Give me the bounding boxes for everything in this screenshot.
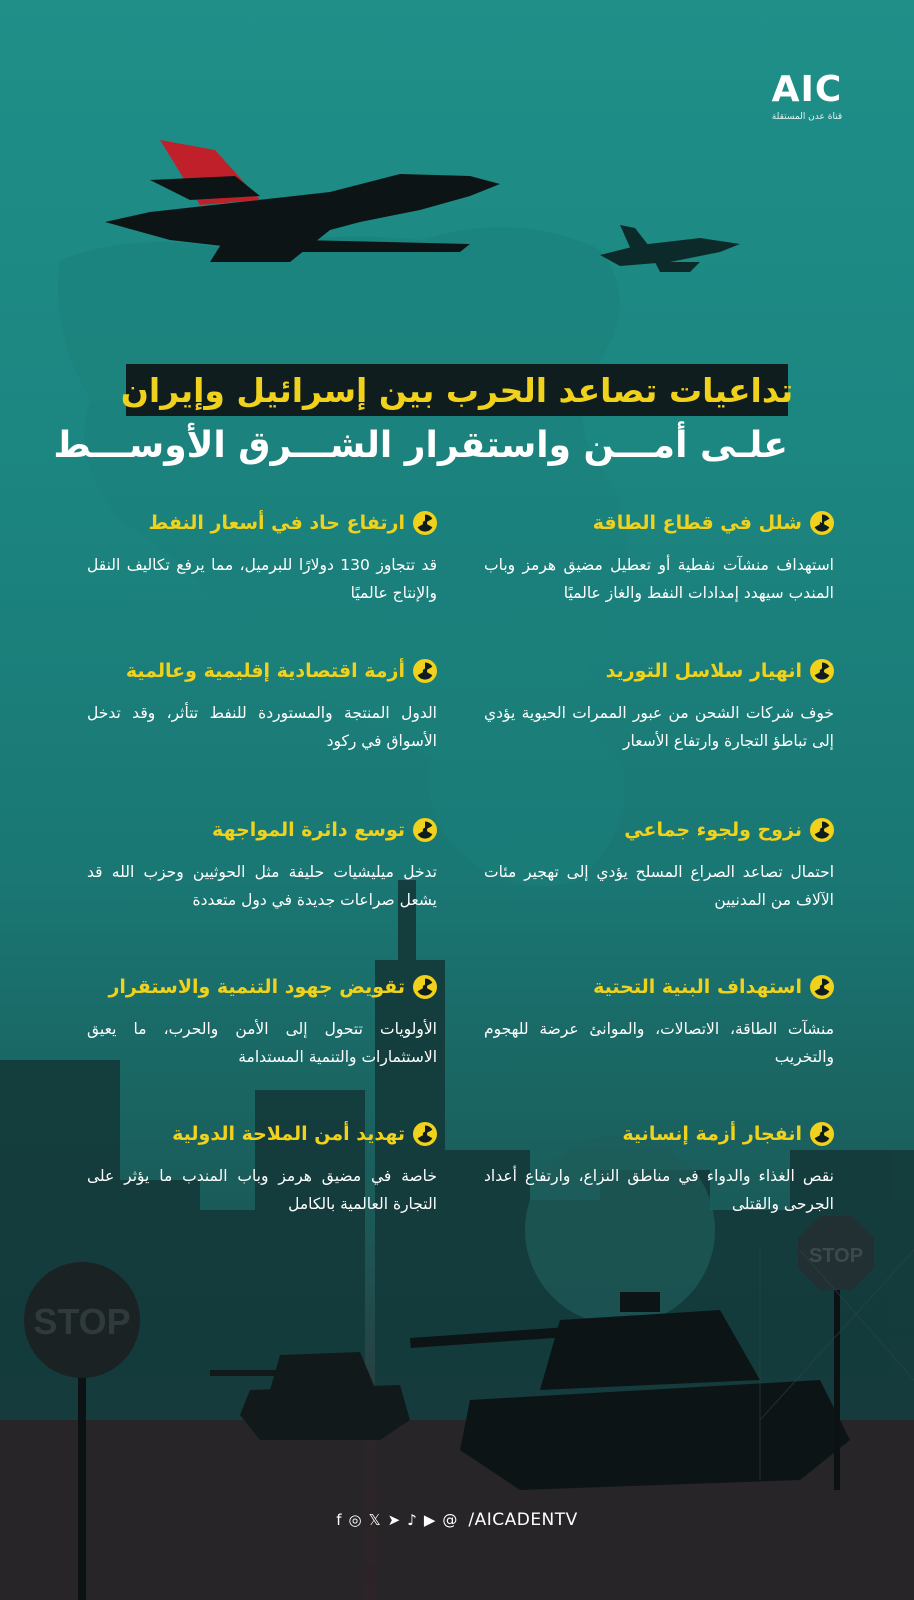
instagram-icon[interactable]: ◎ (348, 1511, 362, 1529)
card-title: تهديد أمن الملاحة الدولية (172, 1123, 405, 1145)
facebook-icon[interactable]: f (336, 1511, 342, 1529)
radiation-icon (413, 818, 437, 842)
radiation-icon (413, 511, 437, 535)
card-body: خوف شركات الشحن من عبور الممرات الحيوية يؤدي إلى تباطؤ التجارة وارتفاع الأسعار (484, 704, 834, 750)
card-title: استهداف البنية التحتية (593, 976, 802, 998)
telegram-icon[interactable]: ➤ (387, 1511, 401, 1529)
card-infrastructure (484, 971, 834, 1071)
card-body: احتمال تصاعد الصراع المسلح يؤدي إلى تهجير مئات الآلاف من المدنيين (484, 863, 834, 909)
card-body: نقص الغذاء والدواء في مناطق النزاع، وارتفاع أعداد الجرحى والقتلى (484, 1167, 834, 1213)
card-body: منشآت الطاقة، الاتصالات، والموانئ عرضة للهجوم والتخريب (484, 1020, 834, 1066)
radiation-icon (413, 1122, 437, 1146)
x-icon[interactable]: 𝕏 (368, 1511, 381, 1529)
card-development (87, 971, 437, 1071)
card-body: قد تتجاوز 130 دولارًا للبرميل، مما يرفع تكاليف النقل والإنتاج عالميًا (87, 556, 437, 602)
card-supply-chains (484, 655, 834, 755)
social-footer (0, 1510, 914, 1530)
card-displacement (484, 814, 834, 914)
card-humanitarian (484, 1118, 834, 1218)
page-title: تداعيات تصاعد الحرب بين إسرائيل وإيران (120, 370, 794, 410)
card-title: توسع دائرة المواجهة (212, 819, 405, 841)
radiation-icon (810, 1122, 834, 1146)
card-title: شلل في قطاع الطاقة (592, 512, 802, 534)
card-body: الأولويات تتحول إلى الأمن والحرب، ما يعيق الاستثمارات والتنمية المستدامة (87, 1020, 437, 1066)
logo-subtitle: قناة عدن المستقلة (771, 112, 843, 122)
card-economic-crisis (87, 655, 437, 755)
radiation-icon (810, 975, 834, 999)
card-title: تقويض جهود التنمية والاستقرار (108, 976, 405, 998)
radiation-icon (810, 818, 834, 842)
card-energy-sector (484, 507, 834, 607)
card-conflict-expansion (87, 814, 437, 914)
card-body: استهداف منشآت نفطية أو تعطيل مضيق هرمز وباب المندب سيهدد إمدادات النفط والغاز عالميًا (484, 556, 834, 602)
social-handle[interactable]: /AICADENTV (468, 1510, 578, 1530)
radiation-icon (413, 975, 437, 999)
threads-icon[interactable]: @ (442, 1511, 458, 1529)
card-navigation-security (87, 1118, 437, 1218)
card-title: أزمة اقتصادية إقليمية وعالمية (125, 660, 405, 682)
card-title: انهيار سلاسل التوريد (605, 660, 802, 682)
card-title: نزوح ولجوء جماعي (624, 819, 802, 841)
page-subtitle: علـى أمـــن واستقرار الشـــرق الأوســـط (53, 425, 788, 466)
card-body: تدخل ميليشيات حليفة مثل الحوثيين وحزب الله قد يشعل صراعات جديدة في دول متعددة (87, 863, 437, 909)
card-title: ارتفاع حاد في أسعار النفط (148, 512, 405, 534)
youtube-icon[interactable]: ▶ (423, 1511, 436, 1529)
svg-text:STOP: STOP (808, 1245, 864, 1267)
card-body: خاصة في مضيق هرمز وباب المندب ما يؤثر على التجارة العالمية بالكامل (87, 1167, 437, 1213)
radiation-icon (810, 659, 834, 683)
radiation-icon (810, 511, 834, 535)
svg-text:STOP: STOP (33, 1301, 131, 1342)
card-body: الدول المنتجة والمستوردة للنفط تتأثر، وقد تدخل الأسواق في ركود (87, 704, 437, 750)
channel-logo (762, 70, 852, 122)
card-title: انفجار أزمة إنسانية (622, 1123, 802, 1145)
logo-mark: AIC (771, 69, 843, 110)
tiktok-icon[interactable]: ♪ (407, 1511, 417, 1529)
title-banner (120, 364, 794, 416)
radiation-icon (413, 659, 437, 683)
card-oil-prices (87, 507, 437, 607)
